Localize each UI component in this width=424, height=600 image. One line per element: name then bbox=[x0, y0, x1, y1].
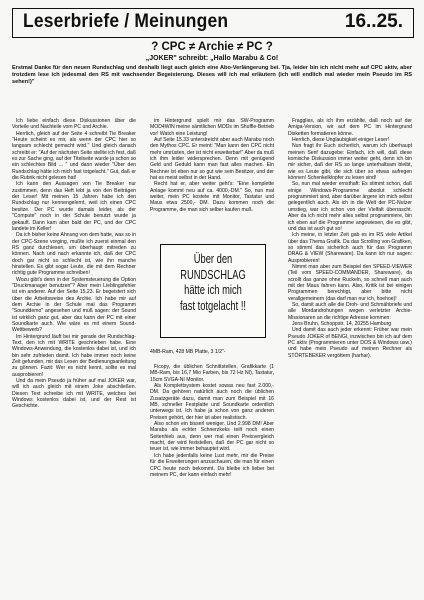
section-title: Leserbriefe / Meinungen bbox=[23, 11, 229, 32]
paragraph: Ich habe jedenfalls keine Lust mehr, mir die Preise für die Erweiterungen anzuschauen, die man für einen CPC heute noch bekommt. Da bleibe ich lieber bei meinem PC, der kann einfach mehr! bbox=[150, 452, 274, 478]
text-column-3 bbox=[288, 118, 412, 598]
paragraph: Auf Seite 15.33 unterstreicht aber auch Marabu noch den Mythos CPC. Er meint: "Man kann den CPC nicht mehr umrüsten, der ist nicht erweiterbar!" Aber da muß ich ihm leider widersprechen. Denn mit genügend Geld und Geduld kann man fast alles machen. Ein Rechner ist eben nur so gut wie sein Besitzer, und der hat es meist selbst in der Hand. bbox=[150, 137, 274, 182]
paragraph: Fragglies, als ich ihm erzählte, daß noch auf der Amiga-Version, wir auf dem PC im Hintergrund Disketten formatieren könne. bbox=[288, 118, 412, 137]
paragraph: Wozu gibt's denn in der Systemsteuerung die Option "Druckmanager benutzen"? Aber mein Lieblingsfehler ist ein anderer. Auf der Seite 15.23. Er begeistert sich über die Arbeitsweise des Archie. Ich habe mir auf dem Archie in der Schule mal das Programm "Sounddemo" angesehen und muß sagen: der Sound ist wirklich ganz gut, aber das kann der PC mit einer Soundkarte auch. Wie wäre es mit einem Sound-Wettbewerb? bbox=[12, 276, 136, 334]
paragraph: Im Hintergrund läuft bei mir gerade der Rundschlag-Text, den ich mit WRITE geschrieben habe. Eine Windows-Anwendung, die kostenlos dabei ist, und ich bin sehr zufrieden damit. Ich habe immer noch keine Zeit gefunden, mir das Lesen der Bedienungsanleitung zu gönnen. Fazit: Wer es nicht kennt, sollte es mal ausprobieren! bbox=[12, 333, 136, 378]
paragraph: Jens Bruhn, Schoppstr. 14, 20255 Hamburg bbox=[292, 321, 392, 327]
paragraph: Herrlich, diese Unglaubigkeit einiger Leser! bbox=[292, 137, 390, 144]
paragraph: Ich kann den Aussagen von Tie Breaker nur zustimmen, denn das Heft lebt ja von den Beiträgen der Leser! Mit meinen 15 Jahren habe ich den Rundschlag nur kennengelernt, weil ich einen CPC besitze. Der PC wurde damals leider, als der "Compute" noch in der Schule benutzt wurde ja gekauft. Dann kam aber bald der PC, und der CPC landete im Keller! bbox=[12, 181, 136, 232]
paragraph: So, nun mal wieder ernsthaft: Es stimmt schon, daß einige Windows-Programme absolut schlecht programmiert sind, aber darüber ärgere ich mich selbst gelegentlich auch. Als ich in die Welt der PC-Nutzer umstieg, war ich schon von der Vielfalt überrascht. Aber da ich nicht mehr alles selbst programmiere, bin ich eben auf die Programme angewiesen, die es gibt, und das ist auch gut so! bbox=[288, 181, 412, 232]
paragraph: Recht hat er, aber weiter geht's: "Eine komplette Anlage kommt neu auf ca. 4000,-DM." So, nun mal weiter, mein PC kostete mit Monitor, Tastatur und Maus etwa 2500,- DM. Dazu kommen noch die Programme, die man sich selber kaufen muß. bbox=[150, 181, 274, 213]
page-number: 16..25. bbox=[344, 11, 403, 32]
inset-caption: 4MB-Ram, 428 MB Platte, 3 1/2"- bbox=[150, 349, 226, 355]
paragraph: Herrlich, gleich auf der Seite 4 schreibt Tie Breaker "Heute scheint es mir, als wenn der CPC hier so langsam schlecht gemacht wird." Und gleich danach schreibt er: "Auf der nächsten Seite stellte ich fest, daß es zur Sache ging, auf der Titelseite wurde ja schon so ein schlechtes Bild ... " und dann wieder "Über den Rundschlag hätte ich mich fast totgelacht." Gut, daß er die Rubrik nicht gelesen hat! bbox=[12, 130, 136, 182]
section-header bbox=[12, 8, 414, 38]
article-intro: Erstmal Danke für den neuen Rundschlag und deshalb liegt auch gleich eine Abo-Verlängerung bei. Tja, leider bin ich nicht mehr auf CPC aktiv, aber trotzdem lese ich jedesmal den RS mit wachsender Begeisterung. Dieses will ich mal erläutern (ich will endlich mal wieder mein Pseudo im RS sehen!)" bbox=[12, 65, 412, 86]
paragraph: Ich meine, in letzter Zeit gab es im RS viele Artikel über das Thema Grafik. Da das Scrolling von Grafiken, so stimmt das sicherlich auch für das Programm DRAG & VIEW (Shareware). Da kann ich nur sagen: Ausprobieren! bbox=[288, 232, 412, 264]
inset-line: Über den bbox=[193, 251, 233, 266]
inset-line: hätte ich mich bbox=[184, 282, 242, 297]
paragraph: Nimmt man aber zum Beispiel den SPEED-VIEWER (Teil vom SPEED-COMMANDER, Shareware), da scrollt das ganze ohne Ruckeln, so schnell man auch mit der Maus fahren kann. Also, Kritik ist bei einigen Programmen berechtigt, aber bitte nicht verallgemeinern (das darf man nur ich, hoehoe)! bbox=[288, 263, 412, 302]
article-headline: ? CPC ≠ Archie ≠ PC ? bbox=[151, 41, 273, 53]
inset-line: fast totgelacht !! bbox=[179, 297, 247, 313]
paragraph: Also schon ein bisserl weniger. Und 2.998 DM! Aber Marabu als echter Schnerzkeks teilt noch einen Seitenhieb aus, denn wer mal einen Preisvergleich macht, der wird feststellen, daß der PC gar nicht so teuer ist, wie immer behauptet wird. bbox=[150, 421, 274, 453]
paragraph: im Hintergrund spielt mir das SW-Programm MOD4WIN meine sämtlichen MODs im Shuffle-Betrieb vor! Watch eine Leistung! bbox=[150, 118, 274, 137]
inset-line: RUNDSCHLAG bbox=[180, 266, 246, 282]
inset-quote bbox=[176, 251, 251, 313]
paragraph: Und damit das auch jeder erkennt: Früher war mein Pseudo JOKER of BENGI, inzwischen bin ich auf dem PC aktiv (Programmieren unter DOS & Windows usw.) und habe mein Pseudo auf meinen Rechner als STÖRTEBEKER vergöttern (harhar). bbox=[288, 327, 412, 359]
paragraph: Nun fragt ihr Euch sicherlich, warum ich überhaupt meinen Senf dazugebe: Einfach, ich will, daß diese komische Diskussion immer weiter geht, denn ich bin mir sicher, daß der RS so lange unterhaltsam bleibt, wie es Leute gibt, die sich über so etwas aufregen können! Schenkelklopfer zu lesen sind! bbox=[288, 143, 412, 182]
text-column-2 bbox=[150, 118, 274, 598]
column-2-lower-text bbox=[150, 364, 274, 598]
paragraph: Ficopy, die üblichen Schnittstellen, Grafikkarte (1 MB-Ram, bis 16,7 Mio Farben, bis 72 Hz NI), Tastatur, 15cm SVGA-NI Monitor. bbox=[150, 364, 274, 383]
text-column-1 bbox=[12, 118, 136, 598]
paragraph: Als Komplettsystem kostet sowas neu fast 2.000,-DM. Da gehören natürlich auch noch die üblichen Zusatzgeräte dazu, damit man zum Beispiel mit 16 MB, schneller Festplatte und Soundkarte ordentlich unterwegs ist. Ich habe ja schon von ganz anderen Preisen gehört, der hier ist aber realistisch. bbox=[150, 383, 274, 421]
column-2-upper-text bbox=[150, 118, 274, 244]
paragraph: Und da mein Pseudo ja früher auf mal JOKER war, will ich auch gleich mit einem Joke abschließen. Diesen Text schreibe ich mit WRITE, welches bei Windows kostenlos dabei ist, und der Rest ist Geschichte. bbox=[12, 378, 136, 410]
quote-inset-box bbox=[160, 244, 266, 338]
paragraph: Ich liebe einfach diese Diskussionen über die Vorteile und Nachteile vom PC und Archie. bbox=[12, 118, 136, 131]
paragraph: So, damit auch alle die Droh- und Schmähbriefe und alle Mordandrohungen wegen verletzter Archie-Missionaren an die richtige Adresse kommen: bbox=[288, 301, 412, 321]
article-byline: „JOKER" schreibt: „Hallo Marabu & Co! bbox=[145, 55, 279, 62]
paragraph: Da ich bisher keine Ahnung von dem hatte, was so in der CPC-Szene vorging, mußte ich zuerst einmal den RS ganz durchlesen, um überhaupt mitreden zu können. Nach und nach erkannte ich, daß der CPC doch gar nicht so schlecht ist, wie ihn manche hinstellen. Es gibt sogar Leute, die mit dem Rechner richtig gute Programme schreiben! bbox=[12, 232, 136, 277]
